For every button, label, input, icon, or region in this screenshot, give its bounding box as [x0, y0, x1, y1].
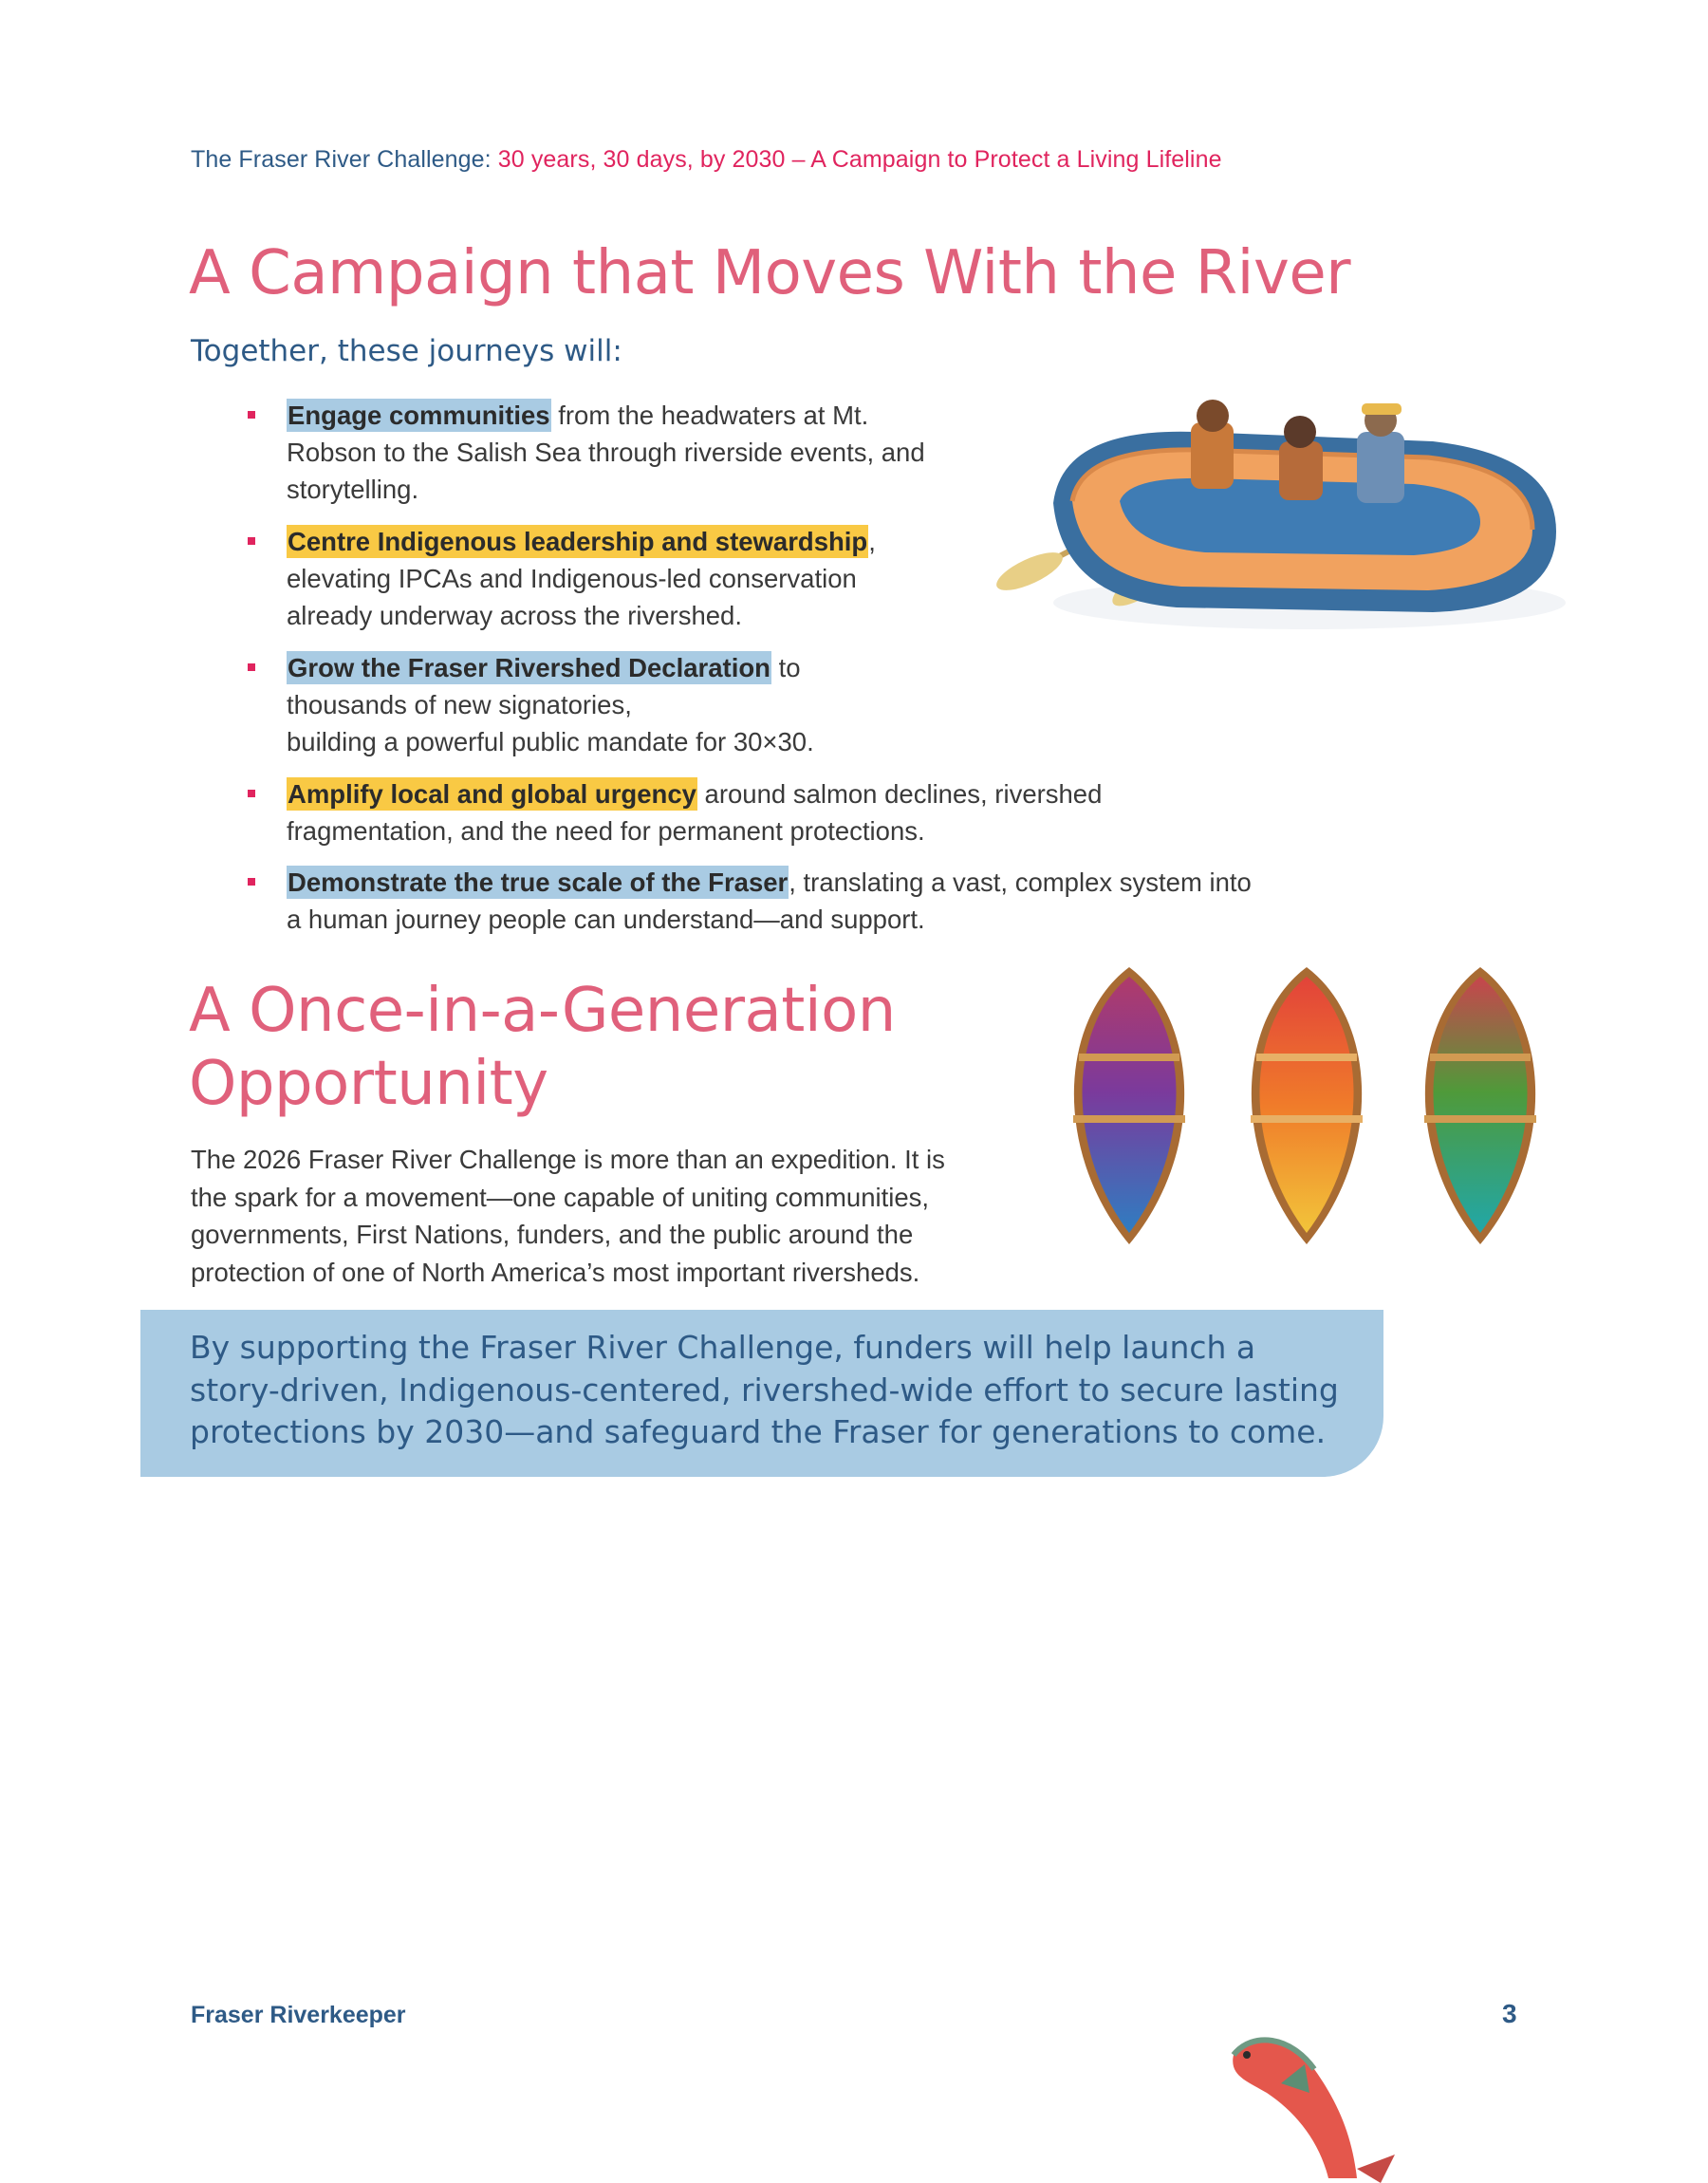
- running-header-highlight: 30 years, 30 days, by 2030 – A Campaign to Protect a Living Lifeline: [491, 146, 1222, 173]
- section-subtitle: Together, these journeys will:: [191, 334, 622, 368]
- funder-callout: [140, 1310, 1383, 1477]
- canoe-red-illustration: [1251, 967, 1363, 1244]
- bullet-marker: [248, 537, 255, 545]
- bullet-highlight: Amplify local and global urgency: [288, 779, 696, 809]
- section-title-campaign: A Campaign that Moves With the River: [189, 238, 1350, 308]
- section-title-opportunity: [189, 975, 896, 1121]
- bullet-marker: [248, 663, 255, 671]
- bullet-highlight: Grow the Fraser Rivershed Declaration: [288, 653, 770, 682]
- list-item: [249, 864, 1368, 940]
- bullet-text: around salmon declines, rivershed fragmentation, and the need for permanent protections.: [287, 779, 1103, 846]
- list-item: [249, 649, 1368, 763]
- section-title-line1: A Once-in-a-Generation: [189, 976, 896, 1046]
- callout-text: By supporting the Fraser River Challenge, funders will help launch a story-driven, Indigenous-centered, rivershed-wide effort to secure lasting protections by 2030—and safeguard the Fraser for generations to come.: [190, 1329, 1339, 1450]
- bullet-highlight: Demonstrate the true scale of the Fraser: [288, 868, 789, 897]
- opportunity-paragraph: The 2026 Fraser River Challenge is more than an expedition. It is the spark for a movement—one capable of uniting communities, governments, First Nations, funders, and the public around the protection of one of North America’s most important riversheds.: [191, 1145, 945, 1287]
- canoes-illustration: [1049, 963, 1561, 1248]
- canoe-purple-illustration: [1073, 967, 1185, 1244]
- bullet-marker: [248, 790, 255, 797]
- canoe-green-illustration: [1424, 967, 1536, 1244]
- bullet-highlight: Engage communities: [288, 401, 550, 430]
- salmon-illustration: [1215, 2026, 1404, 2183]
- bullet-text: to thousands of new signatories, building a powerful public mandate for 30×30.: [287, 653, 814, 756]
- raft-illustration: [987, 389, 1575, 645]
- bullet-highlight: Centre Indigenous leadership and stewardship: [288, 527, 868, 556]
- running-header: [191, 146, 1222, 174]
- running-header-prefix: The Fraser River Challenge:: [191, 146, 492, 173]
- bullet-text: , translating a vast, complex system into a human journey people can understand—and support.: [287, 868, 1252, 934]
- list-item: [249, 775, 1368, 851]
- page-number: 3: [1502, 1999, 1517, 2028]
- footer-org-name: Fraser Riverkeeper: [191, 2002, 406, 2028]
- bullet-text: , elevating IPCAs and Indigenous-led conservation already underway across the rivershed.: [287, 527, 876, 630]
- section-title-line2: Opportunity: [189, 1048, 548, 1119]
- bullet-marker: [248, 878, 255, 886]
- bullet-text: from the headwaters at Mt. Robson to the Salish Sea through riverside events, and storytelling.: [287, 401, 925, 504]
- bullet-marker: [248, 411, 255, 419]
